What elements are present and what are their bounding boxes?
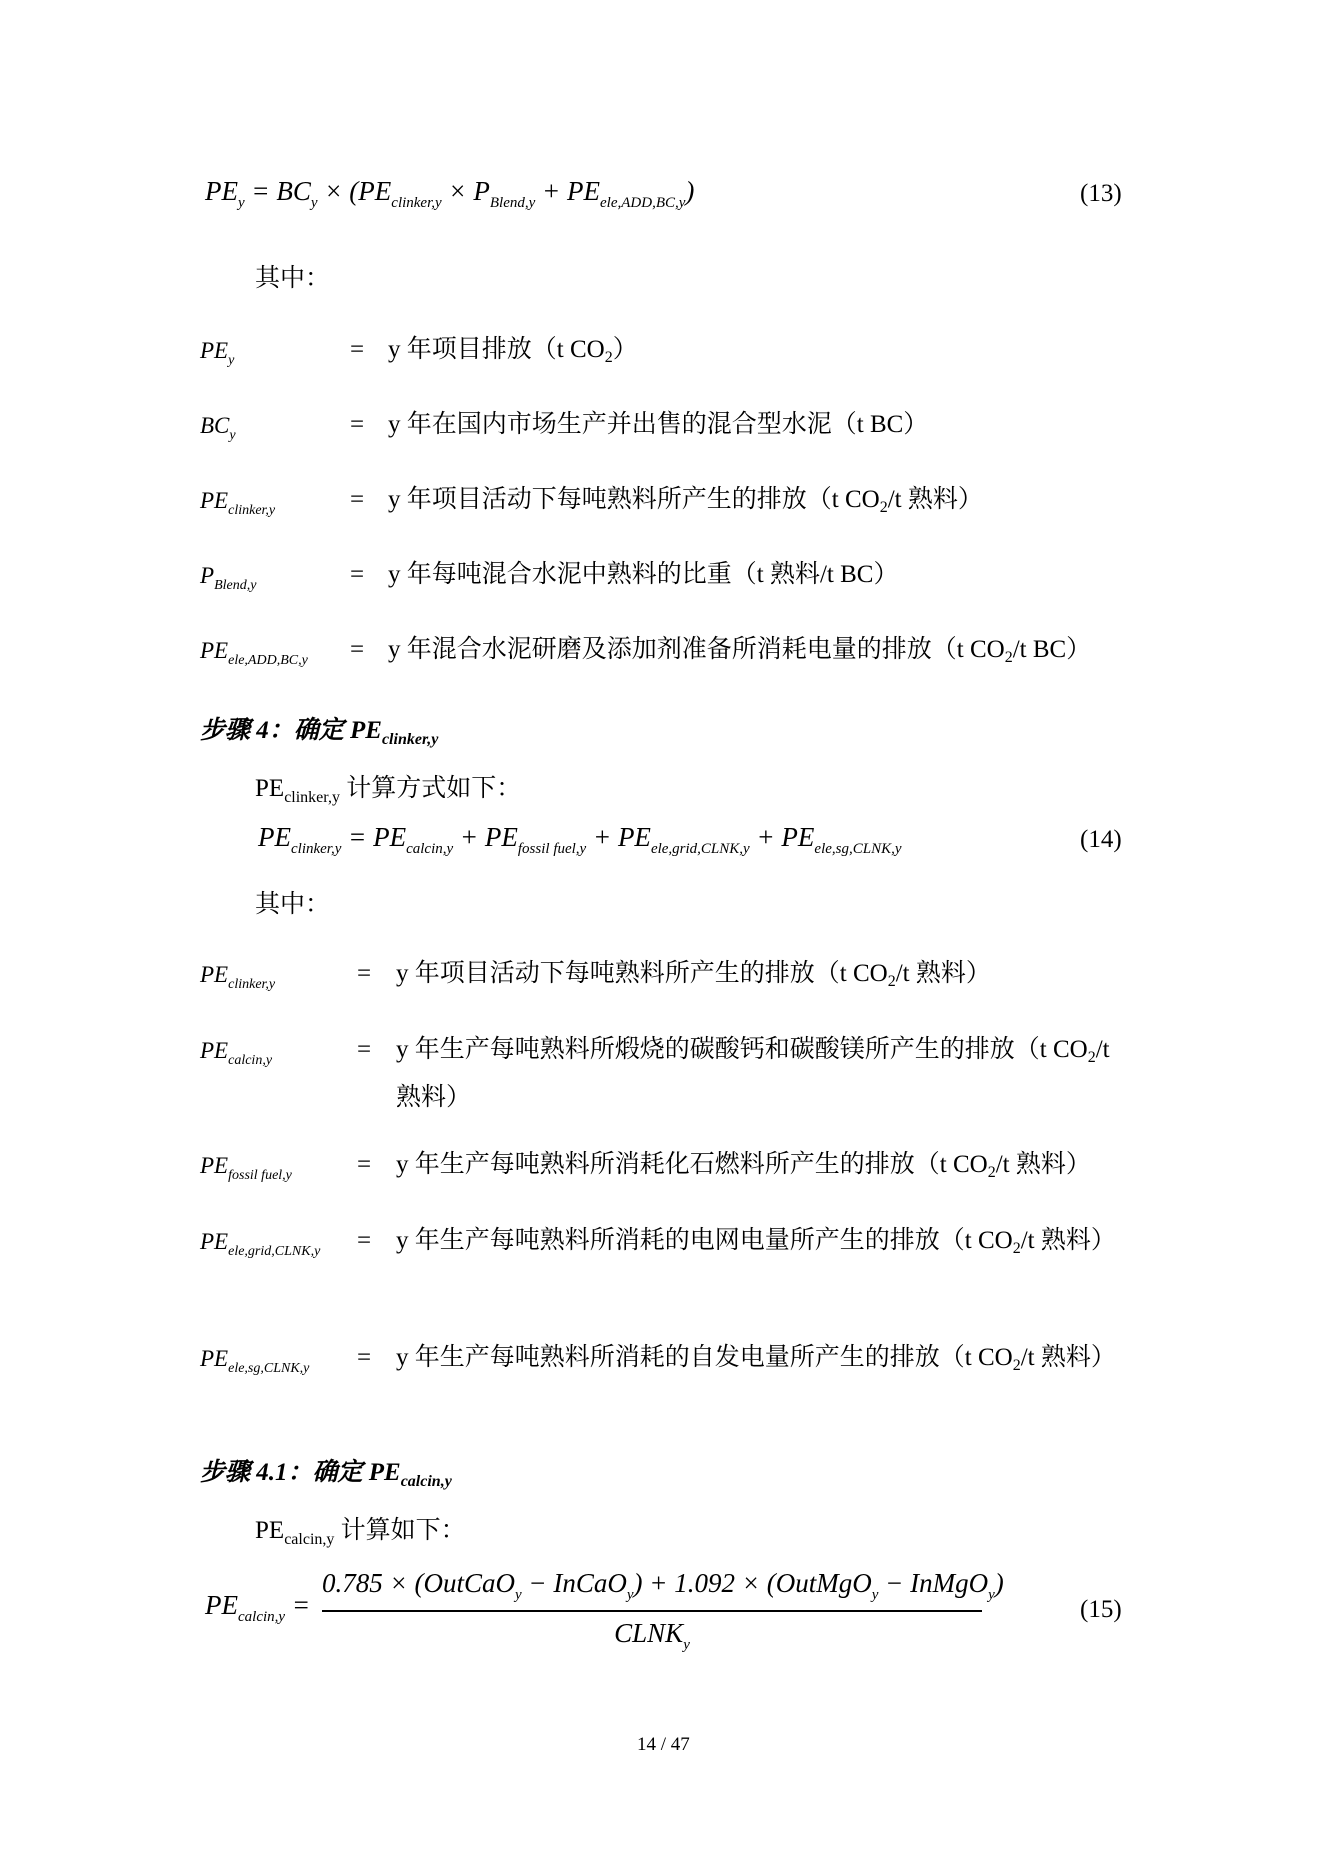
def2-equals-4: = bbox=[357, 1344, 372, 1371]
page-number: 14 / 47 bbox=[637, 1734, 690, 1755]
step-4-1-lead: $PE_{calcin,y}$ 计算如下： bbox=[255, 1517, 466, 1548]
equation-14: $PE_{clinker,y} = PE_{calcin,y} + PE_{fossil fuel,y} + PE_{ele,grid,CLNK,y} + PE_{ele,sg,CLNK,y}$ bbox=[258, 822, 902, 857]
def1-symbol-0: $PE_y$ bbox=[200, 338, 235, 368]
def2-symbol-0: $PE_{clinker,y}$ bbox=[200, 962, 276, 992]
def2-text-3: y 年生产每吨熟料所消耗的电网电量所产生的排放（t $CO_2/t$ 熟料） bbox=[396, 1227, 1116, 1257]
step-4-1-heading: 步骤 4.1：确定 $PE_{calcin,y}$ bbox=[200, 1459, 452, 1490]
def2-equals-0: = bbox=[357, 960, 372, 987]
def1-equals-2: = bbox=[350, 486, 365, 513]
def1-text-1: y 年在国内市场生产并出售的混合型水泥（t BC） bbox=[388, 411, 929, 438]
def2-text-0: y 年项目活动下每吨熟料所产生的排放（t $CO_2/t$ 熟料） bbox=[396, 960, 991, 990]
def2-symbol-4: $PE_{ele,sg,CLNK,y}$ bbox=[200, 1346, 310, 1376]
def1-text-2: y 年项目活动下每吨熟料所产生的排放（t $CO_2/t$ 熟料） bbox=[388, 486, 983, 516]
equation-15-fraction-bar bbox=[322, 1610, 982, 1612]
def1-equals-0: = bbox=[350, 336, 365, 363]
step-4-heading: 步骤 4：确定 $PE_{clinker,y}$ bbox=[200, 717, 439, 748]
equation-15-number: (15) bbox=[1080, 1596, 1122, 1623]
def2-symbol-1: $PE_{calcin,y}$ bbox=[200, 1038, 273, 1068]
def2-equals-3: = bbox=[357, 1227, 372, 1254]
def2-symbol-3: $PE_{ele,grid,CLNK,y}$ bbox=[200, 1229, 321, 1259]
equation-13: $PE_y = BC_y \times (PE_{clinker,y} \times P_{Blend,y} + PE_{ele,ADD,BC,y})$ bbox=[205, 176, 695, 211]
def2-text-2: y 年生产每吨熟料所消耗化石燃料所产生的排放（t $CO_2/t$ 熟料） bbox=[396, 1151, 1091, 1181]
def1-symbol-4: $PE_{ele,ADD,BC,y}$ bbox=[200, 638, 308, 668]
where-label-1: 其中： bbox=[255, 265, 331, 292]
def1-equals-3: = bbox=[350, 561, 365, 588]
def2-symbol-2: $PE_{fossil fuel,y}$ bbox=[200, 1153, 292, 1183]
def2-equals-1: = bbox=[357, 1036, 372, 1063]
def2-equals-2: = bbox=[357, 1151, 372, 1178]
equation-13-number: (13) bbox=[1080, 180, 1122, 207]
where-label-2: 其中： bbox=[255, 891, 331, 918]
step-4-lead: $PE_{clinker,y}$ 计算方式如下： bbox=[255, 775, 522, 806]
def1-symbol-3: $P_{Blend,y}$ bbox=[200, 563, 257, 593]
def1-equals-1: = bbox=[350, 411, 365, 438]
def1-text-0: y 年项目排放（t $CO_2$） bbox=[388, 336, 638, 366]
def1-symbol-2: $PE_{clinker,y}$ bbox=[200, 488, 276, 518]
def1-text-3: y 年每吨混合水泥中熟料的比重（t 熟料/t BC） bbox=[388, 561, 899, 588]
def1-symbol-1: $BC_y$ bbox=[200, 413, 236, 443]
def2-text-4: y 年生产每吨熟料所消耗的自发电量所产生的排放（t $CO_2/t$ 熟料） bbox=[396, 1344, 1116, 1374]
equation-14-number: (14) bbox=[1080, 826, 1122, 853]
equation-15-lhs: $PE_{calcin,y}$ = bbox=[205, 1590, 311, 1625]
def1-equals-4: = bbox=[350, 636, 365, 663]
equation-15-fraction bbox=[322, 1568, 1004, 1653]
def2-text-1: y 年生产每吨熟料所煅烧的碳酸钙和碳酸镁所产生的排放（t $CO_2/t$ 熟料） bbox=[396, 1036, 1110, 1111]
def1-text-4: y 年混合水泥研磨及添加剂准备所消耗电量的排放（t $CO_2/t$ BC） bbox=[388, 636, 1092, 666]
equation-15-numerator: 0.785 × (OutCaO$_y$ − InCaO$_y$) + 1.092 × (OutMgO$_y$ − InMgO$_y$) bbox=[322, 1568, 1004, 1603]
equation-15-denominator: $CLNK_y$ bbox=[614, 1618, 690, 1653]
